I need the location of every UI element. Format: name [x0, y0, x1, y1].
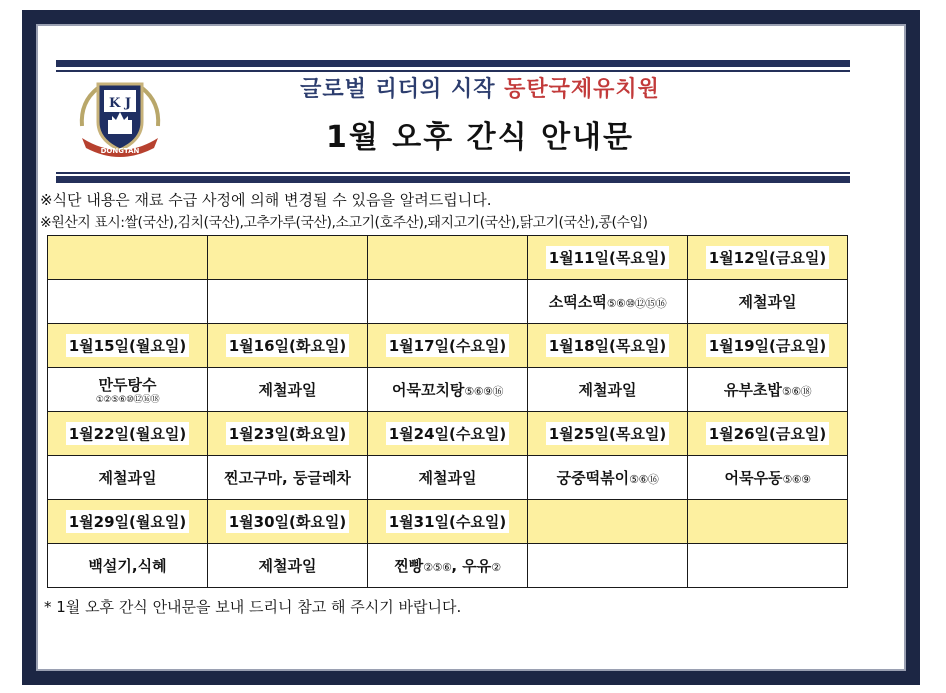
menu-row — [48, 456, 848, 500]
menu-item-name: 제철과일 — [258, 557, 317, 575]
page-title: 1월 오후 간식 안내문 — [325, 120, 635, 155]
date-label: 1월18일(목요일) — [546, 334, 669, 357]
date-label: 1월24일(수요일) — [386, 422, 509, 445]
header-rule-bottom — [56, 176, 850, 183]
date-cell — [528, 500, 688, 544]
menu-cell — [688, 368, 848, 412]
menu-item-name: 궁중떡볶이 — [556, 469, 630, 487]
date-cell — [208, 412, 368, 456]
menu-cell — [48, 456, 208, 500]
date-cell — [688, 236, 848, 280]
date-cell — [688, 324, 848, 368]
menu-item-name: 어묵꼬치탕 — [391, 381, 465, 399]
date-label: 1월12일(금요일) — [706, 246, 829, 269]
date-cell — [48, 324, 208, 368]
menu-item-name: 제철과일 — [98, 469, 157, 487]
menu-cell — [688, 280, 848, 324]
date-cell — [48, 412, 208, 456]
date-cell — [528, 412, 688, 456]
allergen-codes: ⑤⑥⑩⑫⑮⑯ — [606, 297, 667, 310]
menu-item-name: 백설기,식혜 — [88, 557, 167, 575]
menu-cell — [368, 368, 528, 412]
date-row — [48, 412, 848, 456]
date-row — [48, 500, 848, 544]
date-label: 1월15일(월요일) — [66, 334, 189, 357]
menu-item-name: 유부초밥 — [723, 381, 782, 399]
menu-item-name: 찐빵 — [394, 557, 424, 575]
menu-row — [48, 280, 848, 324]
allergen-codes: ②⑤⑥ — [423, 561, 452, 574]
date-cell — [368, 324, 528, 368]
notice-change: ※식단 내용은 재료 수급 사정에 의해 변경될 수 있음을 알려드립니다. — [40, 191, 492, 209]
allergen-codes: ⑤⑥⑱ — [781, 385, 812, 398]
notice-origin: ※원산지 표시:쌀(국산),김치(국산),고추가루(국산),소고기(호주산),돼지고기(국산),닭고기(국산),콩(수입) — [40, 215, 648, 231]
date-cell — [528, 324, 688, 368]
kindergarten-logo — [72, 76, 168, 164]
menu-cell — [528, 368, 688, 412]
menu-cell — [368, 544, 528, 588]
menu-cell — [208, 456, 368, 500]
date-label: 1월16일(화요일) — [226, 334, 349, 357]
date-cell — [688, 412, 848, 456]
menu-item-name: 제철과일 — [578, 381, 637, 399]
date-label: 1월30일(화요일) — [226, 510, 349, 533]
menu-item-name: 찐고구마, 둥글레차 — [224, 469, 351, 487]
date-cell — [368, 500, 528, 544]
menu-row — [48, 544, 848, 588]
menu-cell — [528, 456, 688, 500]
logo-banner-text: DONGTAN — [100, 147, 140, 155]
menu-cell — [48, 280, 208, 324]
menu-cell — [528, 544, 688, 588]
allergen-codes: ⑤⑥⑯ — [629, 473, 659, 486]
menu-cell — [208, 544, 368, 588]
date-label: 1월11일(목요일) — [546, 246, 669, 269]
date-label: 1월17일(수요일) — [386, 334, 509, 357]
snack-menu-table — [47, 235, 848, 588]
menu-cell — [688, 544, 848, 588]
footer-note: * 1월 오후 간식 안내문을 보내 드리니 참고 해 주시기 바랍니다. — [44, 598, 462, 616]
date-cell — [368, 236, 528, 280]
date-cell — [528, 236, 688, 280]
menu-row — [48, 368, 848, 412]
menu-cell — [48, 368, 208, 412]
allergen-codes: ⑤⑥⑨ — [782, 473, 811, 486]
header-slogan — [200, 72, 760, 103]
date-cell — [208, 500, 368, 544]
date-label: 1월19일(금요일) — [706, 334, 829, 357]
logo-letters: K J — [109, 96, 131, 111]
menu-cell — [688, 456, 848, 500]
menu-item-name: 제철과일 — [418, 469, 477, 487]
date-cell — [48, 236, 208, 280]
date-label: 1월31일(수요일) — [386, 510, 509, 533]
menu-item-name: 제철과일 — [738, 293, 797, 311]
date-cell — [48, 500, 208, 544]
date-row — [48, 236, 848, 280]
menu-cell — [368, 456, 528, 500]
allergen-codes: ⑤⑥⑨⑯ — [464, 385, 504, 398]
date-label: 1월25일(목요일) — [546, 422, 669, 445]
date-label: 1월22일(월요일) — [66, 422, 189, 445]
menu-cell — [208, 368, 368, 412]
date-label: 1월23일(화요일) — [226, 422, 349, 445]
menu-item-name: 만두탕수 — [98, 375, 157, 394]
allergen-codes: ①②⑤⑥⑩⑫⑯⑱ — [95, 394, 160, 405]
menu-item-name: 제철과일 — [258, 381, 317, 399]
menu-item-name: 소떡소떡 — [548, 293, 607, 311]
header-rule-bottom-thin — [56, 172, 850, 174]
menu-cell — [48, 544, 208, 588]
date-row — [48, 324, 848, 368]
date-cell — [208, 324, 368, 368]
date-cell — [368, 412, 528, 456]
date-cell — [688, 500, 848, 544]
header-rule-top — [56, 60, 850, 67]
date-label: 1월29일(월요일) — [66, 510, 189, 533]
school-name: 동탄국제유치원 — [504, 77, 660, 102]
menu-cell — [368, 280, 528, 324]
menu-cell — [208, 280, 368, 324]
allergen-codes: ② — [491, 561, 501, 574]
menu-item-name: 어묵우동 — [724, 469, 783, 487]
menu-item-extra: , 우유 — [451, 557, 492, 575]
date-cell — [208, 236, 368, 280]
slogan-text: 글로벌 리더의 시작 — [300, 77, 496, 102]
date-label: 1월26일(금요일) — [706, 422, 829, 445]
menu-cell — [528, 280, 688, 324]
